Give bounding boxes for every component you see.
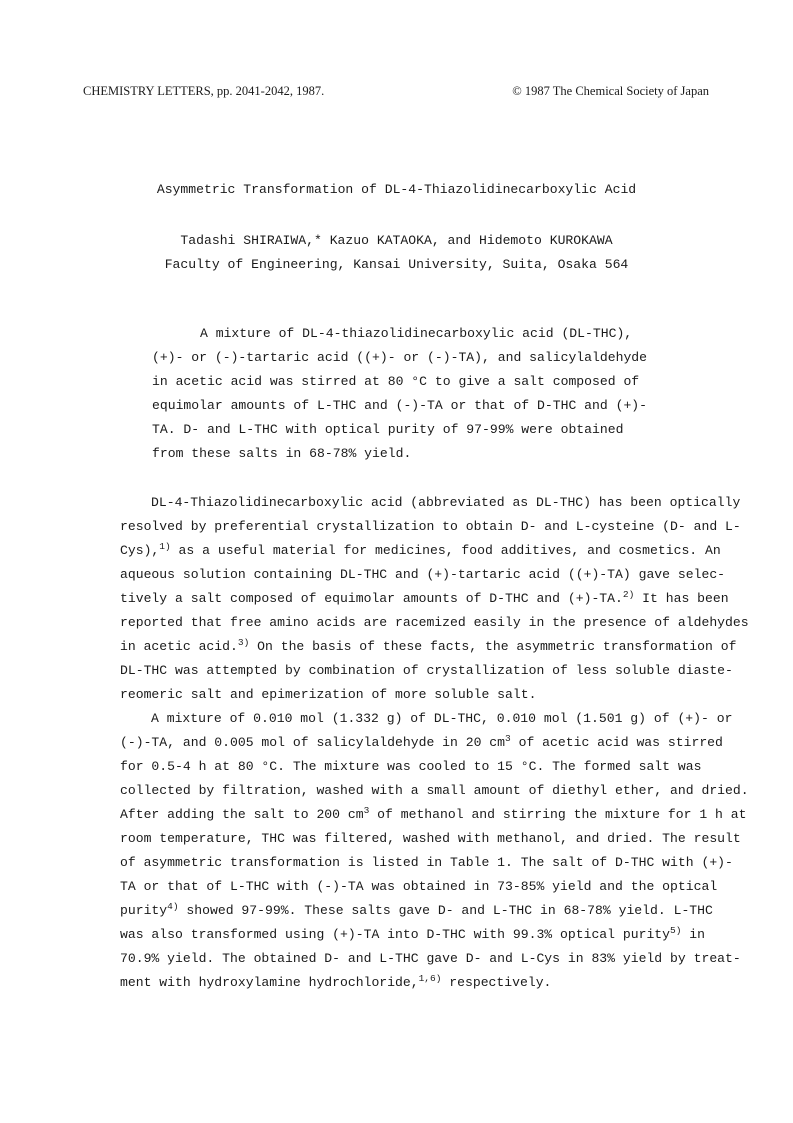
text-span: as a useful material for medicines, food additives, and cosmetics. An bbox=[170, 543, 721, 558]
copyright-notice: © 1987 The Chemical Society of Japan bbox=[512, 84, 709, 98]
text-span: of methanol and stirring the mixture for 1 h at bbox=[369, 807, 747, 822]
affiliation: Faculty of Engineering, Kansai University, Suita, Osaka 564 bbox=[164, 257, 629, 272]
superscript: 3 bbox=[363, 805, 370, 816]
text-line: TA or that of L-THC with (-)-TA was obtained in 73-85% yield and the optical bbox=[120, 879, 718, 894]
reference-marker: 1,6) bbox=[418, 973, 442, 984]
text-line: for 0.5-4 h at 80 °C. The mixture was cooled to 15 °C. The formed salt was bbox=[120, 759, 702, 774]
body-text bbox=[120, 491, 749, 995]
abstract-line: from these salts in 68-78% yield. bbox=[152, 446, 412, 461]
text-line bbox=[120, 971, 710, 995]
reference-marker: 5) bbox=[670, 925, 682, 936]
abstract-line: in acetic acid was stirred at 80 °C to give a salt composed of bbox=[152, 374, 640, 389]
text-line: resolved by preferential crystallization to obtain D- and L-cysteine (D- and L- bbox=[120, 519, 741, 534]
text-line bbox=[120, 731, 723, 755]
text-span: of acetic acid was stirred bbox=[510, 735, 723, 750]
text-span: On the basis of these facts, the asymmetric transformation of bbox=[249, 639, 737, 654]
paragraph-experimental bbox=[120, 707, 749, 995]
page-header bbox=[83, 84, 709, 100]
reference-marker: 4) bbox=[167, 901, 179, 912]
text-span: Cys), bbox=[120, 543, 160, 558]
paper-title: Asymmetric Transformation of DL-4-Thiazolidinecarboxylic Acid bbox=[156, 182, 637, 197]
text-line bbox=[120, 539, 721, 563]
text-span: showed 97-99%. These salts gave D- and L-THC in 68-78% yield. L-THC bbox=[178, 903, 713, 918]
abstract-line: equimolar amounts of L-THC and (-)-TA or that of D-THC and (+)- bbox=[152, 398, 648, 413]
abstract bbox=[152, 322, 648, 466]
journal-citation: CHEMISTRY LETTERS, pp. 2041-2042, 1987. bbox=[83, 84, 325, 98]
text-line bbox=[120, 803, 747, 827]
reference-marker: 3) bbox=[237, 637, 250, 648]
author-list: Tadashi SHIRAIWA,* Kazuo KATAOKA, and Hidemoto KUROKAWA bbox=[180, 233, 613, 248]
text-span: ment with hydroxylamine hydrochloride, bbox=[120, 975, 419, 990]
text-line: collected by filtration, washed with a small amount of diethyl ether, and dried. bbox=[120, 783, 749, 798]
text-line: A mixture of 0.010 mol (1.332 g) of DL-THC, 0.010 mol (1.501 g) of (+)- or bbox=[151, 711, 733, 726]
text-line: reported that free amino acids are racemized easily in the presence of aldehydes bbox=[120, 615, 749, 630]
text-line: room temperature, THC was filtered, washed with methanol, and dried. The result bbox=[120, 831, 741, 846]
text-span: in bbox=[681, 927, 706, 942]
text-line: aqueous solution containing DL-THC and (+)-tartaric acid ((+)-TA) gave selec- bbox=[120, 567, 726, 582]
text-span: It has been bbox=[634, 591, 729, 606]
text-span: purity bbox=[120, 903, 168, 918]
text-line: reomeric salt and epimerization of more soluble salt. bbox=[120, 687, 537, 702]
text-line: DL-THC was attempted by combination of crystallization of less soluble diaste- bbox=[120, 663, 733, 678]
superscript: 3 bbox=[505, 733, 511, 744]
abstract-line: A mixture of DL-4-thiazolidinecarboxylic acid (DL-THC), bbox=[200, 326, 633, 341]
text-span: (-)-TA, and 0.005 mol of salicylaldehyde in 20 cm bbox=[120, 735, 506, 750]
text-span: in acetic acid. bbox=[120, 639, 238, 654]
abstract-line: (+)- or (-)-tartaric acid ((+)- or (-)-TA), and salicylaldehyde bbox=[152, 350, 648, 365]
reference-marker: 2) bbox=[622, 589, 635, 600]
text-line: 70.9% yield. The obtained D- and L-THC gave D- and L-Cys in 83% yield by treat- bbox=[120, 951, 741, 966]
text-line: of asymmetric transformation is listed in Table 1. The salt of D-THC with (+)- bbox=[120, 855, 733, 870]
text-line: DL-4-Thiazolidinecarboxylic acid (abbreviated as DL-THC) has been optically bbox=[151, 495, 741, 510]
text-span: tively a salt composed of equimolar amounts of D-THC and (+)-TA. bbox=[120, 591, 623, 606]
reference-marker: 1) bbox=[159, 541, 171, 552]
text-line bbox=[120, 899, 713, 923]
text-line bbox=[120, 923, 710, 947]
text-span: After adding the salt to 200 cm bbox=[120, 807, 364, 822]
text-line bbox=[120, 635, 737, 659]
paragraph-introduction bbox=[120, 491, 749, 707]
text-span: was also transformed using (+)-TA into D-THC with 99.3% optical purity bbox=[120, 927, 671, 942]
text-line bbox=[120, 587, 729, 611]
text-span: respectively. bbox=[441, 975, 552, 990]
abstract-line: TA. D- and L-THC with optical purity of 97-99% were obtained bbox=[152, 422, 624, 437]
